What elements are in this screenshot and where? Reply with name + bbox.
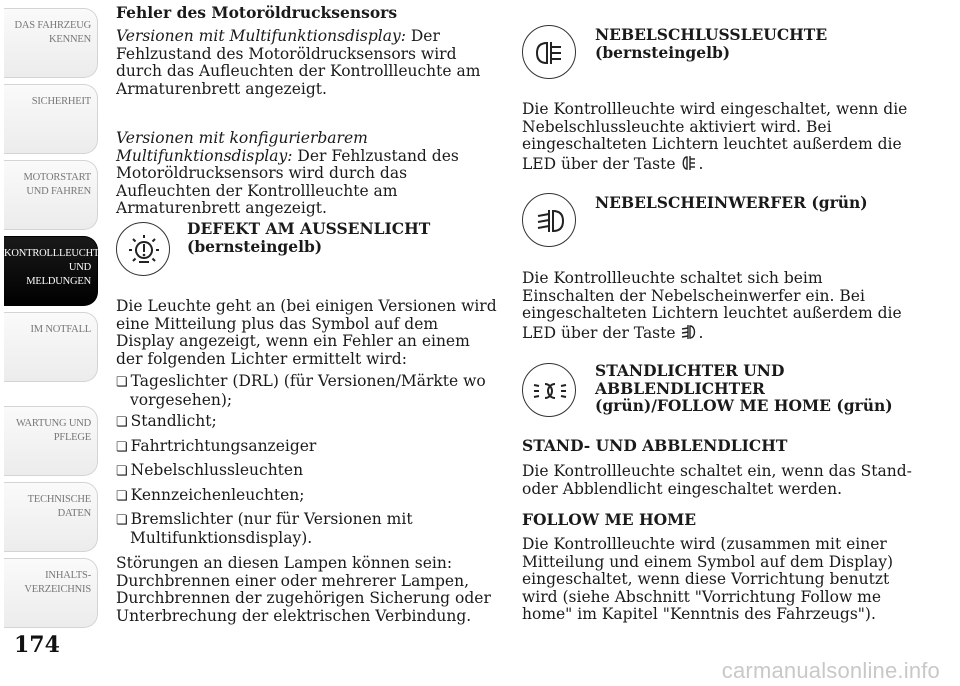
exterior-light-intro: Die Leuchte geht an (bei einigen Versionen wird eine Mitteilung plus das Symbol auf dem Display angezeigt, wenn ein Fehler an einem der folgenden Lichter ermittelt wird: xyxy=(116,297,497,368)
front-fog-light-icon xyxy=(522,193,576,247)
tab-label: MOTORSTART UND FAHREN xyxy=(23,172,91,197)
paragraph-text: Die Kontrollleuchte schaltet sich beim Einschalten der Nebelscheinwerfer ein. Bei eingeschalteten Lichtern leuchtet außerdem die LED über der Taste xyxy=(522,269,902,342)
exterior-light-heading: DEFEKT AM AUSSENLICHT (bernsteingelb) xyxy=(187,219,431,256)
list-item: ❏ Tageslichter (DRL) (für Versionen/Märkte wo vorgesehen); xyxy=(116,373,501,409)
tab-das-fahrzeug-kennen[interactable] xyxy=(4,8,98,78)
front-fog-button-icon xyxy=(680,323,698,341)
tab-label: KONTROLLLEUCHTEN UND MELDUNGEN xyxy=(4,248,113,287)
exterior-light-outro: Störungen an diesen Lampen können sein: Durchbrennen einer oder mehrerer Lampen, Durchbrennen der zugehörigen Sicherung oder Unterbrechung der elektrischen Verbindung. xyxy=(116,554,491,625)
exterior-light-failure-icon xyxy=(116,222,170,276)
rear-fog-button-icon xyxy=(680,154,698,172)
front-fog-text: Die Kontrollleuchte schaltet sich beim Einschalten der Nebelscheinwerfer ein. Bei eingeschalteten Lichtern leuchtet außerdem die LED über der Taste . xyxy=(522,269,902,342)
paragraph-text: Der Fehlzustand des Motoröldrucksensors wird durch das Aufleuchten der Kontrollleuchte am Armaturenbrett angezeigt. xyxy=(116,146,459,217)
list-item: ❏ Standlicht; xyxy=(116,413,501,432)
list-item: ❏ Bremslichter (nur für Versionen mit Multifunktionsdisplay). xyxy=(116,511,501,547)
tab-im-notfall[interactable] xyxy=(4,312,98,382)
tab-kontrollleuchten-und-meldungen[interactable] xyxy=(4,236,113,306)
stand-abblendlicht-text: Die Kontrollleuchte schaltet ein, wenn das Stand- oder Abblendlicht eingeschaltet werden. xyxy=(522,462,912,498)
follow-me-home-text: Die Kontrollleuchte wird (zusammen mit einer Mitteilung und einem Symbol auf dem Display) eingeschaltet, wenn diese Vorrichtung benutzt wird (siehe Abschnitt "Vorrichtung Follow me home" im Kapitel "Kenntnis des Fahrzeugs"). xyxy=(522,535,893,623)
list-item: ❏ Kennzeichenleuchten; xyxy=(116,487,501,506)
side-lights-icon xyxy=(522,363,576,417)
tab-technische-daten[interactable] xyxy=(4,482,98,552)
section-title: Fehler des Motoröldrucksensors xyxy=(116,3,398,22)
tab-label: WARTUNG UND PFLEGE xyxy=(15,418,91,443)
paragraph-text: Der Fehlzustand des Motoröldrucksensors wird durch das Aufleuchten der Kontrollleuchte am Armaturenbrett angezeigt. xyxy=(116,27,481,98)
tab-motorstart-und-fahren[interactable] xyxy=(4,160,98,230)
paragraph-text: Die Kontrollleuchte wird eingeschaltet, wenn die Nebelschlussleuchte aktiviert wird. Bei eingeschalteten Lichtern leuchtet außerdem die LED über der Taste xyxy=(522,100,908,173)
tab-label: INHALTS-VERZEICHNIS xyxy=(24,570,91,595)
rear-fog-light-icon xyxy=(522,25,576,79)
rear-fog-text: Die Kontrollleuchte wird eingeschaltet, wenn die Nebelschlussleuchte aktiviert wird. Bei eingeschalteten Lichtern leuchtet außerdem die LED über der Taste . xyxy=(522,100,908,173)
front-fog-heading: NEBELSCHEINWERFER (grün) xyxy=(595,193,868,212)
tab-label: DAS FAHRZEUG KENNEN xyxy=(14,20,91,45)
paragraph-configurable xyxy=(116,130,501,218)
subheading-stand-abblendlicht: STAND- UND ABBLENDLICHT xyxy=(522,436,788,455)
watermark: carmanualsonline.info xyxy=(721,658,940,683)
page-number: 174 xyxy=(14,632,60,658)
list-item: ❏ Nebelschlussleuchten xyxy=(116,462,501,481)
tab-label: IM NOTFALL xyxy=(30,324,91,335)
side-lights-heading: STANDLICHTER UND ABBLENDLICHTER (grün)/FOLLOW ME HOME (grün) xyxy=(595,361,893,415)
chapter-sidebar xyxy=(0,0,113,640)
tab-wartung-und-pflege[interactable] xyxy=(4,406,98,476)
tab-sicherheit[interactable] xyxy=(4,84,98,154)
tab-inhaltsverzeichnis[interactable] xyxy=(4,558,98,628)
tab-label: TECHNISCHE DATEN xyxy=(27,494,91,519)
tab-label: SICHERHEIT xyxy=(31,96,91,107)
list-item: ❏ Fahrtrichtungsanzeiger xyxy=(116,438,501,457)
rear-fog-heading: NEBELSCHLUSSLEUCHTE (bernsteingelb) xyxy=(595,25,828,62)
italic-label: Versionen mit Multifunktionsdisplay: xyxy=(116,27,406,45)
italic-label: Versionen mit konfigurierbarem Multifunktionsdisplay: xyxy=(116,129,368,165)
subheading-follow-me-home: FOLLOW ME HOME xyxy=(522,510,697,529)
paragraph-multifunction xyxy=(116,28,501,98)
